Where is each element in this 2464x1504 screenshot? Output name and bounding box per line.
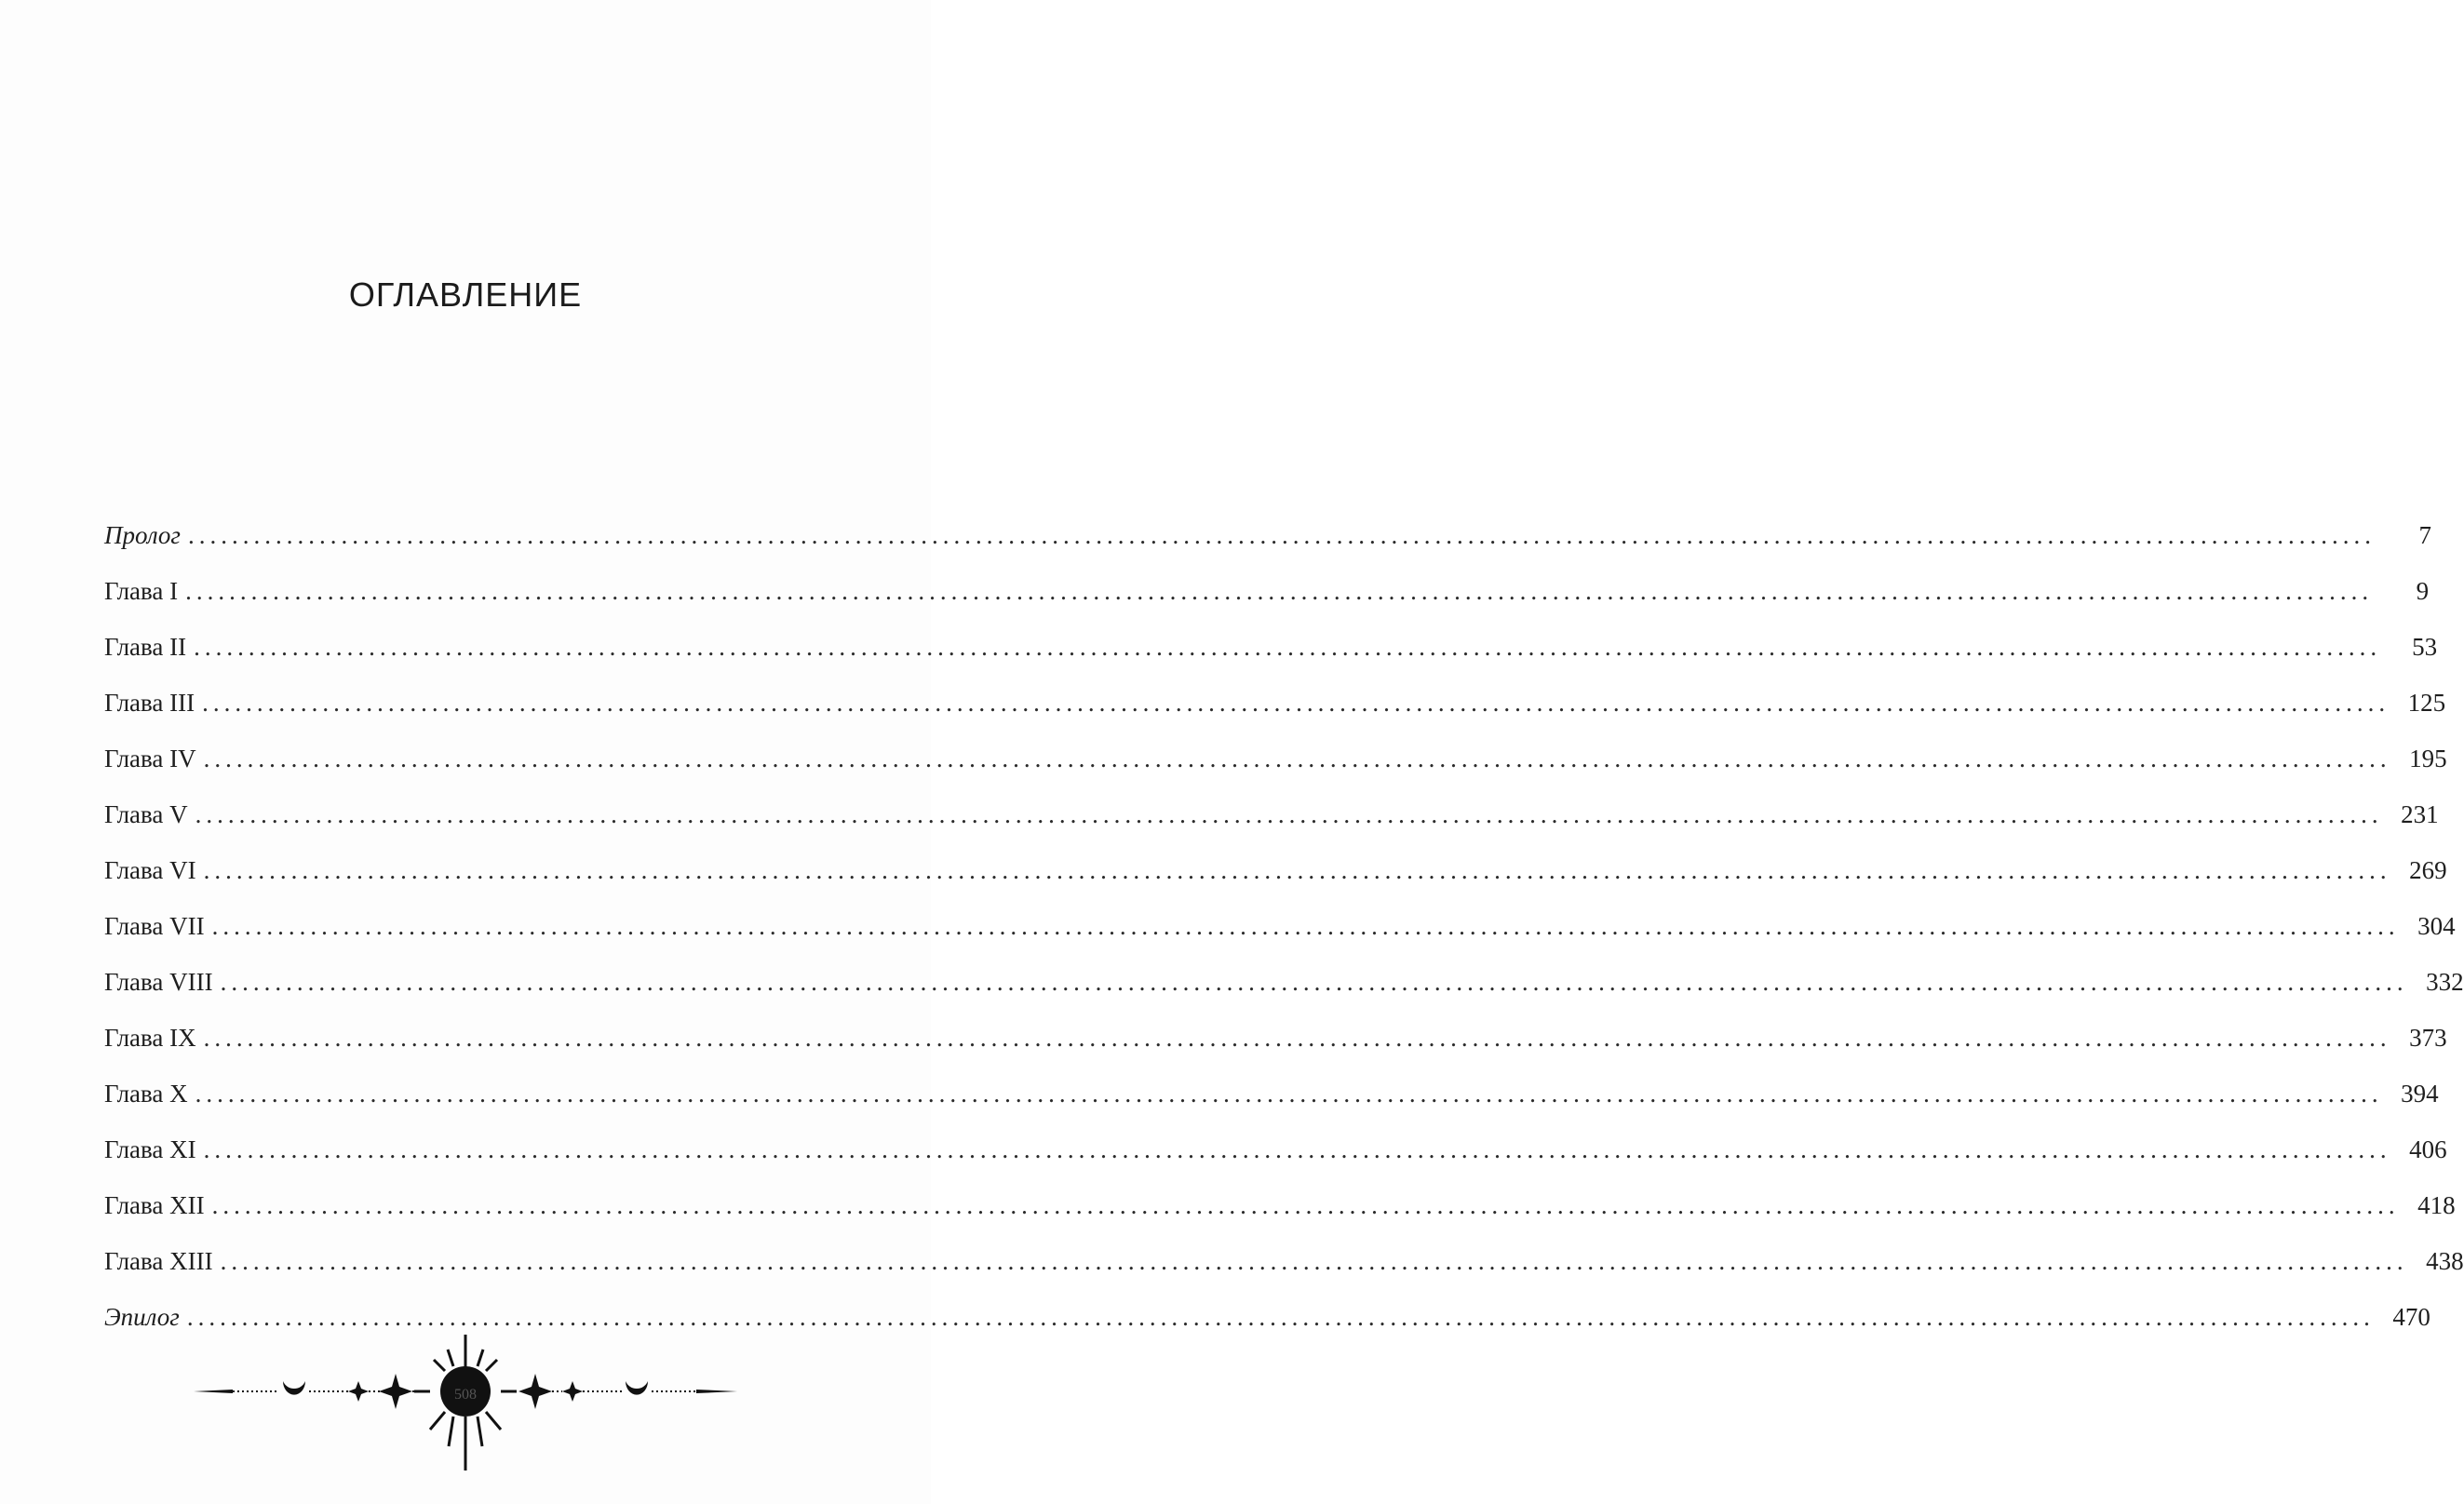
dot-leader: ........................................................................................................................................................................................................ bbox=[203, 1135, 2391, 1163]
dot-leader: ........................................................................................................................................................................................................ bbox=[187, 521, 2376, 549]
dot-leader: ........................................................................................................................................................................................................ bbox=[203, 856, 2391, 884]
toc-entry-page: 418 bbox=[2417, 1191, 2456, 1219]
toc-entry-title: Глава XIII bbox=[104, 1247, 213, 1275]
dot-leader: ........................................................................................................................................................................................................ bbox=[220, 1247, 2408, 1275]
dot-leader: ........................................................................................................................................................................................................ bbox=[211, 1191, 2400, 1219]
toc-entry bbox=[104, 1024, 2447, 1080]
toc-entry-title: Глава IV bbox=[104, 745, 196, 772]
toc-entry-page: 231 bbox=[2401, 800, 2439, 828]
toc-entry-title: Пролог bbox=[104, 521, 181, 549]
page-number: 508 bbox=[454, 1387, 477, 1403]
dot-leader: ........................................................................................................................................................................................................ bbox=[194, 633, 2382, 661]
toc-entry-title: Глава II bbox=[104, 633, 187, 661]
toc-entry bbox=[104, 577, 2430, 633]
dot-leader: ........................................................................................................................................................................................................ bbox=[220, 968, 2408, 996]
dot-leader: ........................................................................................................................................................................................................ bbox=[186, 1303, 2375, 1331]
toc-entry-page: 9 bbox=[2416, 577, 2430, 605]
toc-entry-page: 269 bbox=[2409, 856, 2447, 884]
toc-entry-page: 332 bbox=[2426, 968, 2464, 996]
toc-entry-title: Глава XII bbox=[104, 1191, 205, 1219]
toc-entry-page: 7 bbox=[2418, 521, 2431, 549]
toc-entry bbox=[104, 521, 2431, 577]
toc-entry-title: Глава VIII bbox=[104, 968, 213, 996]
toc-entry bbox=[104, 633, 2438, 689]
toc-entry bbox=[104, 1080, 2439, 1135]
toc-entry-title: Глава IX bbox=[104, 1024, 196, 1052]
toc-entry bbox=[104, 968, 2464, 1024]
toc-entry-title: Глава I bbox=[104, 577, 179, 605]
toc-entry-title: Глава VI bbox=[104, 856, 196, 884]
dot-leader: ........................................................................................................................................................................................................ bbox=[202, 689, 2390, 717]
toc-entry-page: 470 bbox=[2392, 1303, 2430, 1331]
toc-entry-page: 438 bbox=[2426, 1247, 2464, 1275]
toc-entry-title: Эпилог bbox=[104, 1303, 180, 1331]
dot-leader: ........................................................................................................................................................................................................ bbox=[203, 745, 2391, 772]
toc-entry-title: Глава X bbox=[104, 1080, 188, 1108]
toc-entry bbox=[104, 1135, 2447, 1191]
toc-entry-page: 406 bbox=[2409, 1135, 2447, 1163]
dot-leader: ........................................................................................................................................................................................................ bbox=[195, 800, 2383, 828]
dot-leader: ........................................................................................................................................................................................................ bbox=[203, 1024, 2391, 1052]
toc-entry bbox=[104, 800, 2439, 856]
toc-entry-page: 394 bbox=[2401, 1080, 2439, 1108]
dot-leader: ........................................................................................................................................................................................................ bbox=[211, 912, 2400, 940]
table-of-contents bbox=[104, 521, 2464, 1359]
toc-entry-page: 304 bbox=[2417, 912, 2456, 940]
toc-entry-page: 373 bbox=[2409, 1024, 2447, 1052]
toc-entry-title: Глава III bbox=[104, 689, 195, 717]
toc-entry bbox=[104, 1247, 2464, 1303]
dot-leader: ........................................................................................................................................................................................................ bbox=[185, 577, 2374, 605]
page-title: ОГЛАВЛЕНИЕ bbox=[348, 275, 583, 314]
toc-entry-page: 195 bbox=[2409, 745, 2447, 772]
toc-entry-title: Глава VII bbox=[104, 912, 205, 940]
toc-entry-title: Глава V bbox=[104, 800, 188, 828]
toc-entry-page: 53 bbox=[2412, 633, 2438, 661]
toc-entry-page: 125 bbox=[2407, 689, 2446, 717]
toc-entry bbox=[104, 745, 2447, 800]
dot-leader: ........................................................................................................................................................................................................ bbox=[195, 1080, 2383, 1108]
toc-entry bbox=[104, 689, 2446, 745]
toc-entry bbox=[104, 912, 2456, 968]
toc-entry-title: Глава XI bbox=[104, 1135, 196, 1163]
toc-entry bbox=[104, 1191, 2456, 1247]
toc-entry bbox=[104, 856, 2447, 912]
